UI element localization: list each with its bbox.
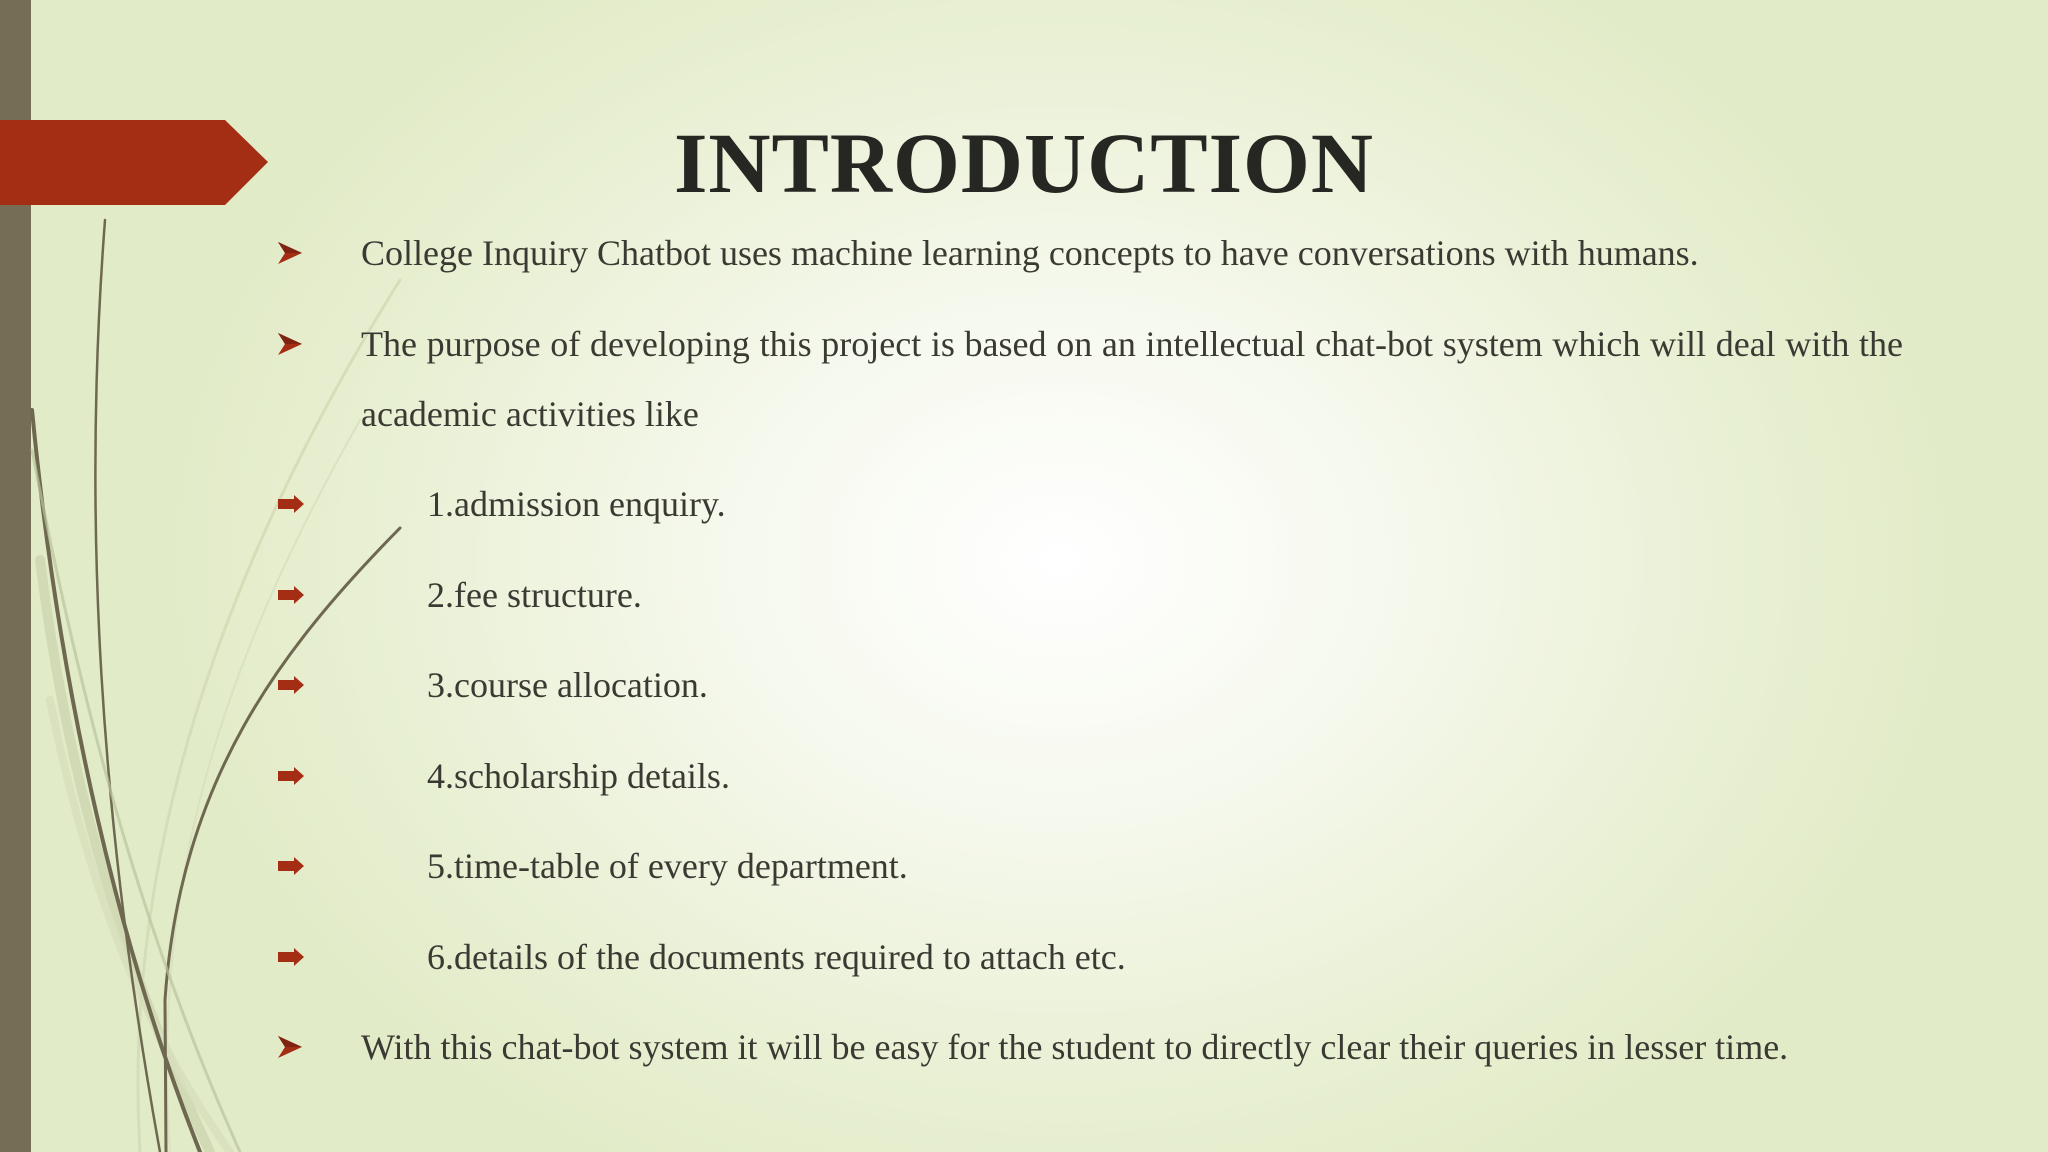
block-arrow-bullet-icon bbox=[276, 572, 306, 618]
block-arrow-bullet-icon bbox=[276, 843, 306, 889]
arrowhead-bullet-icon bbox=[276, 321, 306, 367]
sub-item-text: 6.details of the documents required to attach etc. bbox=[427, 937, 1126, 977]
block-arrow-bullet-icon bbox=[276, 662, 306, 708]
block-arrow-bullet-icon bbox=[276, 753, 306, 799]
bullet-text: The purpose of developing this project is based on an intellectual chat-bot system which will deal with the academic activities like bbox=[361, 324, 1903, 434]
sub-item-text: 4.scholarship details. bbox=[427, 756, 730, 796]
block-arrow-bullet-icon bbox=[276, 481, 306, 527]
block-arrow-bullet-icon bbox=[276, 934, 306, 980]
arrowhead-bullet-icon bbox=[276, 1024, 306, 1070]
sub-item-text: 5.time-table of every department. bbox=[427, 846, 908, 886]
sub-item-text: 1.admission enquiry. bbox=[427, 484, 726, 524]
sub-item-text: 3.course allocation. bbox=[427, 665, 708, 705]
slide-title: INTRODUCTION bbox=[673, 115, 1375, 211]
title-accent-tab bbox=[0, 120, 268, 205]
bullet-text: College Inquiry Chatbot uses machine learning concepts to have conversations with humans. bbox=[361, 233, 1699, 273]
bullet-text: With this chat-bot system it will be easy for the student to directly clear their queries in lesser time. bbox=[361, 1027, 1789, 1067]
arrowhead-bullet-icon bbox=[276, 230, 306, 276]
sub-item-text: 2.fee structure. bbox=[427, 575, 642, 615]
